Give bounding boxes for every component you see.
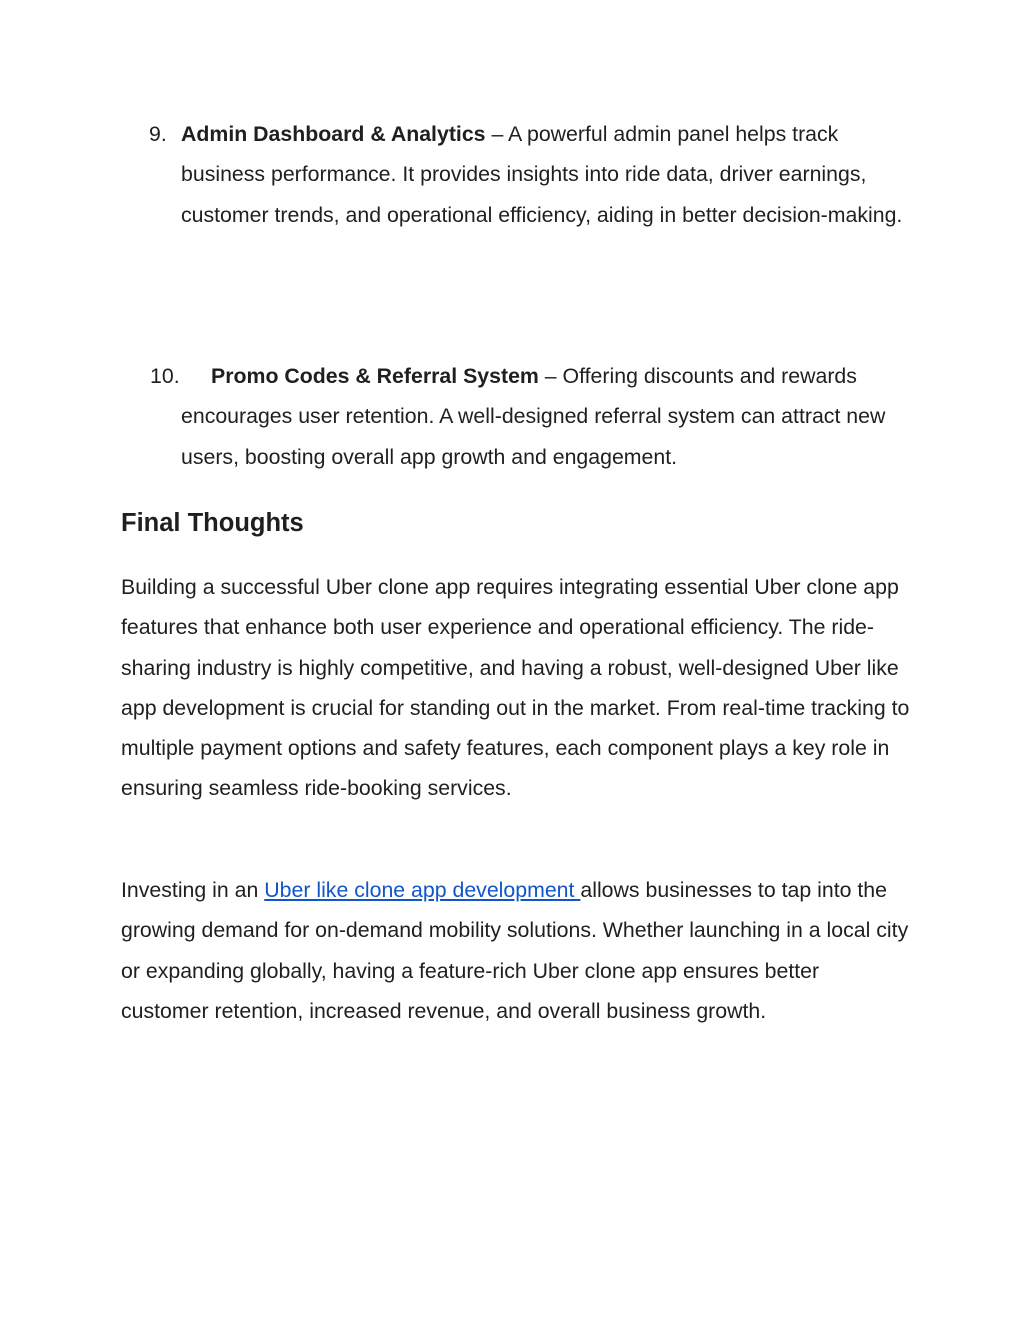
paragraph-final-thoughts-1: Building a successful Uber clone app requires integrating essential Uber clone app features that enhance both user experience and operational efficiency. The ride-sharing industry is highly competitive, and having a robust, well-designed Uber like app development is crucial for standing out in the market. From real-time tracking to multiple payment options and safety features, each component plays a key role in ensuring seamless ride-booking services. — [121, 575, 910, 801]
list-item-body — [181, 356, 911, 477]
list-item-body — [181, 114, 911, 235]
list-item-text: – A powerful admin panel helps track business performance. It provides insights into ride data, driver earnings, customer trends, and operational efficiency, aiding in better decision-making. — [181, 122, 903, 227]
section-heading-final-thoughts: Final Thoughts — [121, 509, 304, 537]
list-number: 10. — [150, 364, 180, 388]
list-item-promo-codes — [150, 356, 911, 477]
list-item-admin-dashboard — [149, 114, 911, 235]
list-item-text: – Offering discounts and rewards encourages user retention. A well-designed referral system can attract new users, boosting overall app growth and engagement. — [181, 364, 886, 469]
list-number: 9. — [149, 122, 167, 146]
paragraph-text-before-link: Investing in an — [121, 878, 265, 902]
uber-clone-development-link[interactable]: Uber like clone app development — [264, 878, 581, 902]
paragraph-text-after-link: allows businesses to tap into the growing demand for on-demand mobility solutions. Whether launching in a local city or expanding globally, having a feature-rich Uber clone app ensures better customer retention, increased revenue, and overall business growth. — [121, 878, 909, 1023]
list-item-title: Admin Dashboard & Analytics — [181, 122, 486, 146]
list-item-title: Promo Codes & Referral System — [211, 364, 539, 388]
paragraph-final-thoughts-2 — [121, 870, 911, 1031]
